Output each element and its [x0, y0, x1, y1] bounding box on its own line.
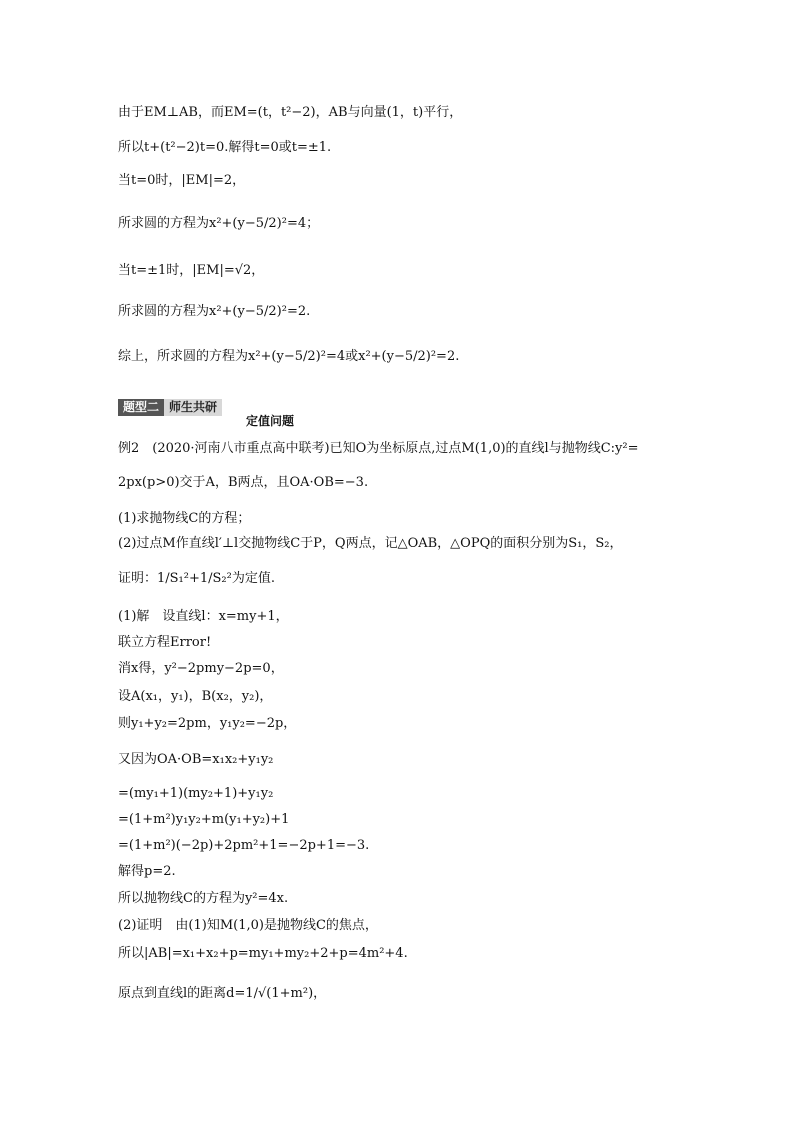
text-line-4: 所求圆的方程为x²+(y−5/2)²=4； — [118, 216, 320, 231]
example-line-1: 例2 (2020·河南八市重点高中联考)已知O为坐标原点,过点M(1,0)的直线l与抛物线C:y²= — [118, 441, 639, 456]
solution-line-10: 解得p=2. — [118, 864, 176, 879]
text-line-3: 当t=0时，|EM|=2， — [118, 173, 246, 188]
solution-line-12: (2)证明 由(1)知M(1,0)是抛物线C的焦点， — [118, 918, 378, 933]
question-2-proof: 证明：1/S₁²+1/S₂²为定值. — [118, 571, 275, 586]
question-2: (2)过点M作直线l′⊥l交抛物线C于P，Q两点，记△OAB，△OPQ的面积分别为S₁，S₂， — [118, 536, 623, 551]
solution-line-7: =(my₁+1)(my₂+1)+y₁y₂ — [118, 786, 274, 801]
text-line-1: 由于EM⊥AB，而EM=(t，t²−2)，AB与向量(1，t)平行， — [118, 105, 463, 120]
text-line-6: 所求圆的方程为x²+(y−5/2)²=2. — [118, 304, 311, 319]
badge-right: 师生共研 — [164, 399, 222, 416]
solution-line-2: 联立方程Error! — [118, 635, 212, 650]
example-line-2: 2px(p>0)交于A，B两点，且OA·OB=−3. — [118, 475, 369, 490]
solution-line-1: (1)解 设直线l：x=my+1， — [118, 609, 289, 624]
solution-line-13: 所以|AB|=x₁+x₂+p=my₁+my₂+2+p=4m²+4. — [118, 946, 408, 961]
solution-line-5: 则y₁+y₂=2pm，y₁y₂=−2p， — [118, 716, 297, 731]
text-line-5: 当t=±1时，|EM|=√2， — [118, 263, 265, 278]
badge-left: 题型二 — [118, 399, 164, 416]
solution-line-8: =(1+m²)y₁y₂+m(y₁+y₂)+1 — [118, 812, 290, 827]
question-1: (1)求抛物线C的方程； — [118, 511, 251, 526]
solution-line-3: 消x得，y²−2pmy−2p=0， — [118, 661, 284, 676]
solution-line-11: 所以抛物线C的方程为y²=4x. — [118, 891, 289, 906]
solution-line-6: 又因为OA·OB=x₁x₂+y₁y₂ — [118, 752, 274, 767]
solution-line-4: 设A(x₁，y₁)，B(x₂，y₂)， — [118, 689, 273, 704]
text-line-2: 所以t+(t²−2)t=0.解得t=0或t=±1. — [118, 140, 332, 155]
section-heading: 定值问题 — [246, 414, 295, 428]
solution-line-14: 原点到直线l的距离d=1/√(1+m²)， — [118, 986, 327, 1001]
solution-line-9: =(1+m²)(−2p)+2pm²+1=−2p+1=−3. — [118, 838, 370, 853]
text-line-7: 综上，所求圆的方程为x²+(y−5/2)²=4或x²+(y−5/2)²=2. — [118, 349, 460, 364]
section-badge — [118, 399, 222, 416]
